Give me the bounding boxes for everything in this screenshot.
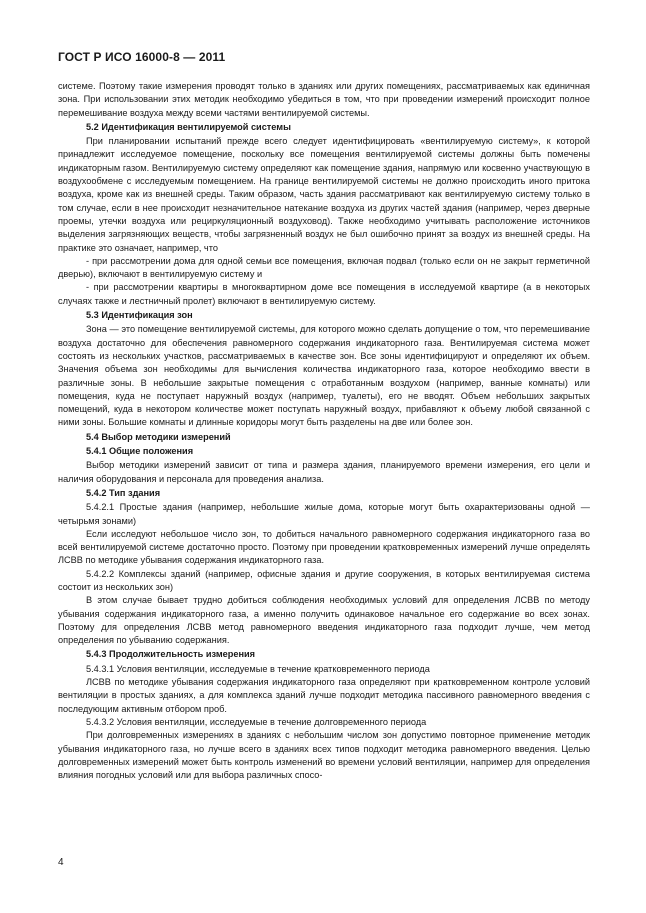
section-heading: 5.4 Выбор методики измерений <box>86 431 231 442</box>
paragraph: Выбор методики измерений зависит от типа и размера здания, планируемого времени измерения, его цели и наличия оборудования и персонала для проведения анализа. <box>58 460 590 484</box>
subsection-heading: 5.4.2 Тип здания <box>86 487 161 498</box>
subsection-heading: 5.4.1 Общие положения <box>86 446 194 457</box>
list-item: - при рассмотрении квартиры в многоквартирном доме все помещения в исследуемой квартире (а в некоторых случаях также и лестничный пролет) включают в вентилируемую систему. <box>58 282 590 306</box>
subsection-heading: 5.4.3 Продолжительность измерения <box>86 649 256 660</box>
section-heading: 5.2 Идентификация вентилируемой системы <box>86 121 291 132</box>
paragraph: ЛСВВ по методике убывания содержания индикаторного газа определяют при кратковременном контроле условий вентиляции в простых зданиях, а для комплекса зданий лучше подходит методика пассивного равномерного введения с последующим активным отбором проб. <box>58 677 590 714</box>
paragraph: системе. Поэтому такие измерения проводят только в зданиях или других помещениях, рассматриваемых как единичная зона. При использовании этих методик необходимо убедиться в том, что при проведении измерений происходит полное перемешивание воздуха между всеми частями вентилируемой системы. <box>58 81 590 118</box>
paragraph: При долговременных измерениях в зданиях с небольшим числом зон допустимо повторное применение методик убывания индикаторного газа, но лучше всего в зданиях всех типов подходит методика равномерного введения. Целью долговременных измерений может быть контроль изменений во времени условий вентиляции, например для определения влияния погодных условий или для выбора различных спосо- <box>58 730 590 781</box>
paragraph: 5.4.3.2 Условия вентиляции, исследуемые в течение долговременного периода <box>86 716 427 727</box>
list-item: - при рассмотрении дома для одной семьи все помещения, включая подвал (только если он не закрыт герметичной дверью), включают в вентилируемую систему и <box>58 255 590 280</box>
section-heading: 5.3 Идентификация зон <box>86 310 193 321</box>
document-header: ГОСТ Р ИСО 16000-8 — 2011 <box>58 50 226 64</box>
page-number: 4 <box>58 857 64 868</box>
paragraph: Зона — это помещение вентилируемой системы, для которого можно сделать допущение о том, что перемешивание воздуха достаточно для обеспечения равномерного содержания индикаторного газа. Вентилируемая система может состоять из нескольких участков, рассматриваемых в качестве зон. Все зоны идентифицируют и определяют их объем. Значения объема зон необходимы для вычисления количества индикаторного газа, которое необходимо ввести в различные зоны. В небольшие закрытые помещения с отработанным воздухом (например, ванные комнаты) или помещения, куда не поступает наружный воздух (например, туалеты), его не вводят. Объем небольших закрытых помещений, куда в некотором количестве может поступать наружный воздух, прибавляют к объему любой связанной с ними зоны. Большие комнаты и длинные коридоры могут быть разделены на две или более зон. <box>58 324 590 428</box>
document-body <box>58 80 590 782</box>
paragraph: Если исследуют небольшое число зон, то добиться начального равномерного содержания индикаторного газа во всей вентилируемой системе достаточно просто. Поэтому при проведении кратковременных измерений лучше определять ЛСВВ по методике убывания содержания индикаторного газа. <box>58 528 590 566</box>
paragraph: 5.4.2.1 Простые здания (например, небольшие жилые дома, которые могут быть охарактеризованы одной — четырьмя зонами) <box>58 502 590 526</box>
paragraph: При планировании испытаний прежде всего следует идентифицировать «вентилируемую систему», к которой принадлежит исследуемое помещение, поскольку все помещения вентилируемой системы должны быть помечены индикаторным газом. Вентилируемую систему определяют как помещение здания, напрямую или косвенно участвующую в воздухообмене с исследуемым помещением. На границе вентилируемой системы не должно происходить иного притока воздуха, кроме как из внешней среды. Таким образом, часть здания рассматривают как вентилируемую систему только в том случае, если в нее происходит незначительное натекание воздуха из других частей здания (например, через дверные проемы, утечки воздуха или рециркуляционный воздуховод). Также необходимо учитывать расположение источников выделения загрязняющих веществ, чтобы загрязненный воздух не был ошибочно принят за воздух из внешней среды. На практике это означает, например, что <box>58 136 590 253</box>
paragraph: 5.4.2.2 Комплексы зданий (например, офисные здания и другие сооружения, в которых вентилируемая система состоит из нескольких зон) <box>58 568 590 592</box>
paragraph: В этом случае бывает трудно добиться соблюдения необходимых условий для определения ЛСВВ по методу убывания содержания индикаторного газа, а именно получить одинаковое начальное его содержание во всех зонах. Поэтому для определения ЛСВВ метод равномерного введения индикаторного газа подходит лучше, чем метод определения по убыванию содержания. <box>58 595 590 646</box>
paragraph: 5.4.3.1 Условия вентиляции, исследуемые в течение кратковременного периода <box>86 663 430 674</box>
